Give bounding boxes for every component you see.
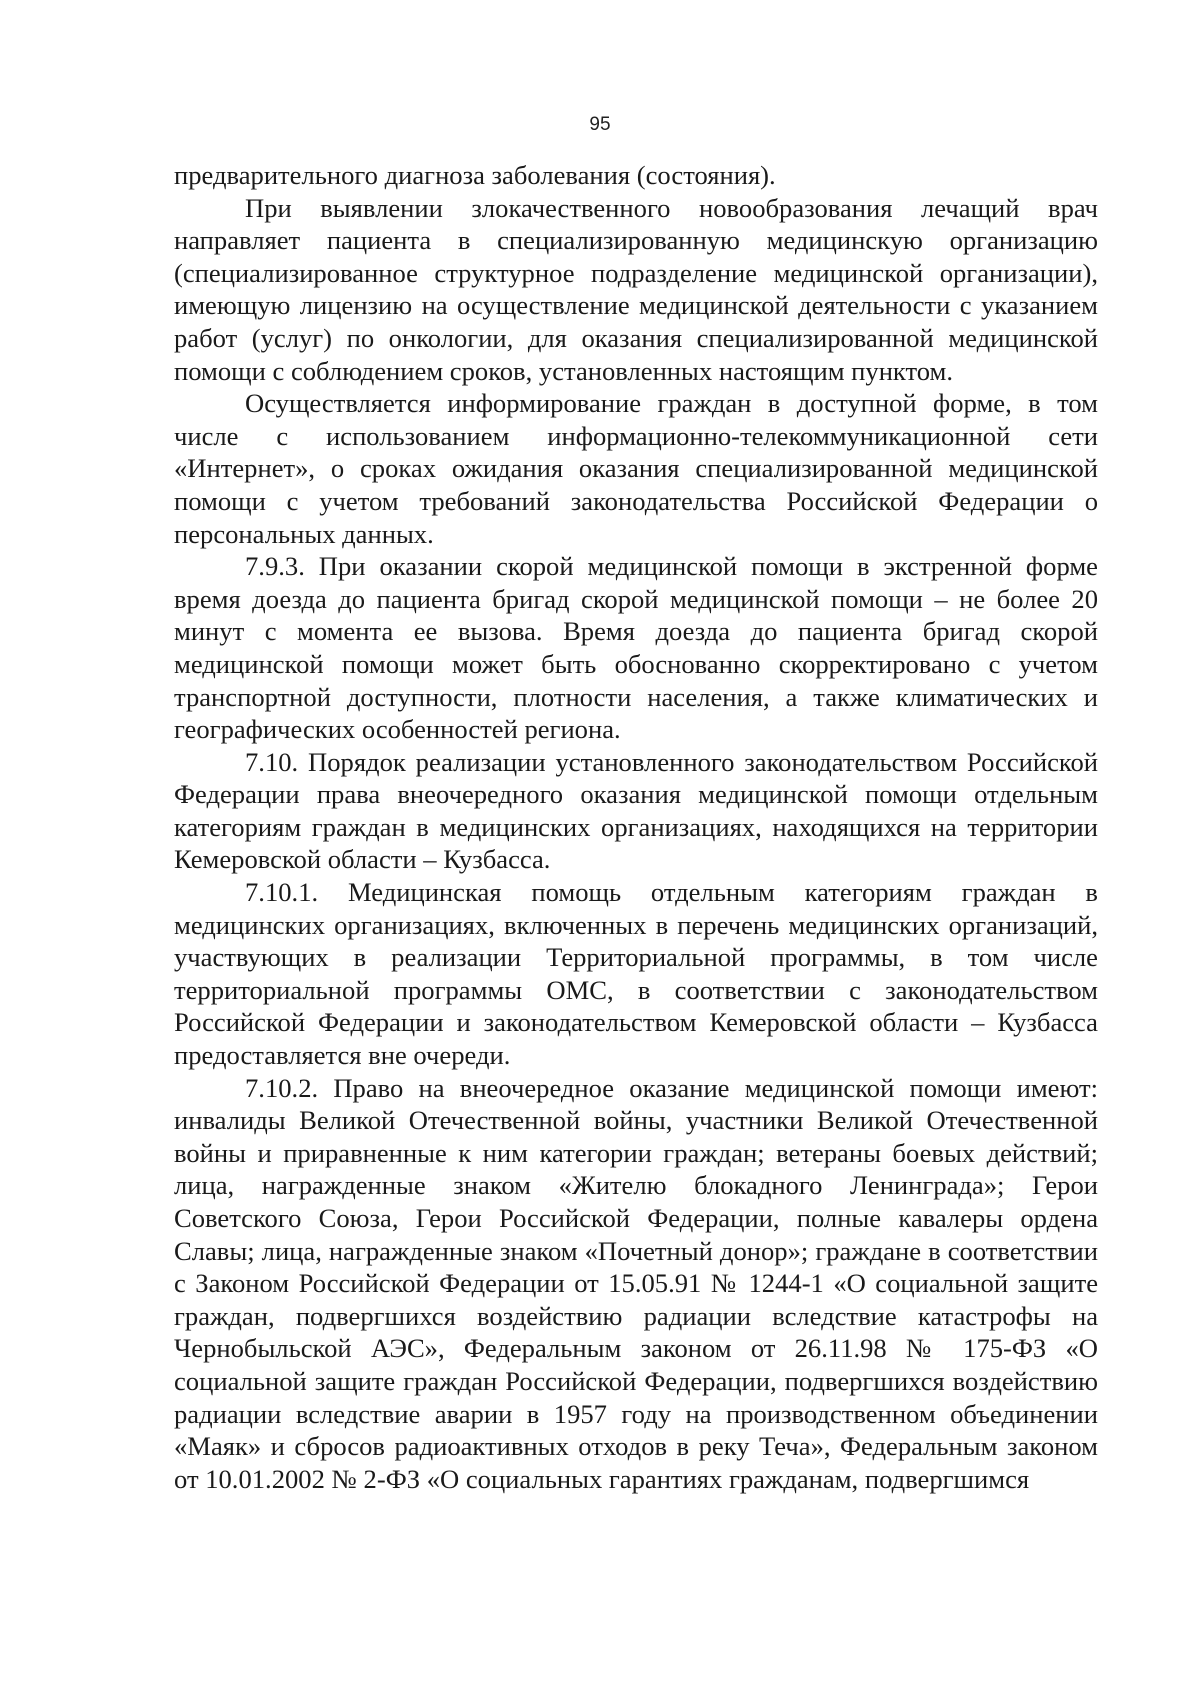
paragraph-malignant-neoplasm: При выявлении злокачественного новообразования лечащий врач направляет пациента в специализированную медицинскую организацию (специализированное структурное подразделение медицинской организации), имеющую лицензию на осуществление медицинской деятельности с указанием работ (услуг) по онкологии, для оказания специализированной медицинской помощи с соблюдением сроков, установленных настоящим пунктом. [174,192,1098,386]
paragraph-7-10-1: 7.10.1. Медицинская помощь отдельным категориям граждан в медицинских организациях, включенных в перечень медицинских организаций, участвующих в реализации Территориальной программы, в том числе территориальной программы ОМС, в соответствии с законодательством Российской Федерации и законодательством Кемеровской области – Кузбасса предоставляется вне очереди. [174,877,1098,1071]
page-number: 95 [589,114,611,135]
paragraph-7-10-2: 7.10.2. Право на внеочередное оказание медицинской помощи имеют: инвалиды Великой Отечественной войны, участники Великой Отечественной войны и приравненные к ним категории граждан; ветераны боевых действий; лица, награжденные знаком «Жителю блокадного Ленинграда»; Герои Советского Союза, Герои Российской Федерации, полные кавалеры ордена Славы; лица, награжденные знаком «Почетный донор»; граждане в соответствии с Законом Российской Федерации от 15.05.91 № 1244-1 «О социальной защите граждан, подвергшихся воздействию радиации вследствие катастрофы на Чернобыльской АЭС», Федеральным законом от 26.11.98 № 175-ФЗ «О социальной защите граждан Российской Федерации, подвергшихся воздействию радиации вследствие аварии в 1957 году на производственном объединении «Маяк» и сбросов радиоактивных отходов в реку Теча», Федеральным законом от 10.01.2002 № 2-ФЗ «О социальных гарантиях гражданам, подвергшимся [174,1072,1098,1494]
paragraph-continuation: предварительного диагноза заболевания (состояния). [174,160,776,190]
paragraph-7-9-3: 7.9.3. При оказании скорой медицинской помощи в экстренной форме время доезда до пациента бригад скорой медицинской помощи – не более 20 минут с момента ее вызова. Время доезда до пациента бригад скорой медицинской помощи может быть обоснованно скорректировано с учетом транспортной доступности, плотности населения, а также климатических и географических особенностей региона. [174,551,1098,745]
paragraph-7-10: 7.10. Порядок реализации установленного законодательством Российской Федерации права внеочередного оказания медицинской помощи отдельным категориям граждан в медицинских организациях, находящихся на территории Кемеровской области – Кузбасса. [174,746,1098,875]
paragraph-informing-citizens: Осуществляется информирование граждан в доступной форме, в том числе с использованием информационно-телекоммуникационной сети «Интернет», о сроках ожидания оказания специализированной медицинской помощи с учетом требований законодательства Российской Федерации о персональных данных. [174,388,1098,549]
document-body [174,159,1098,1495]
